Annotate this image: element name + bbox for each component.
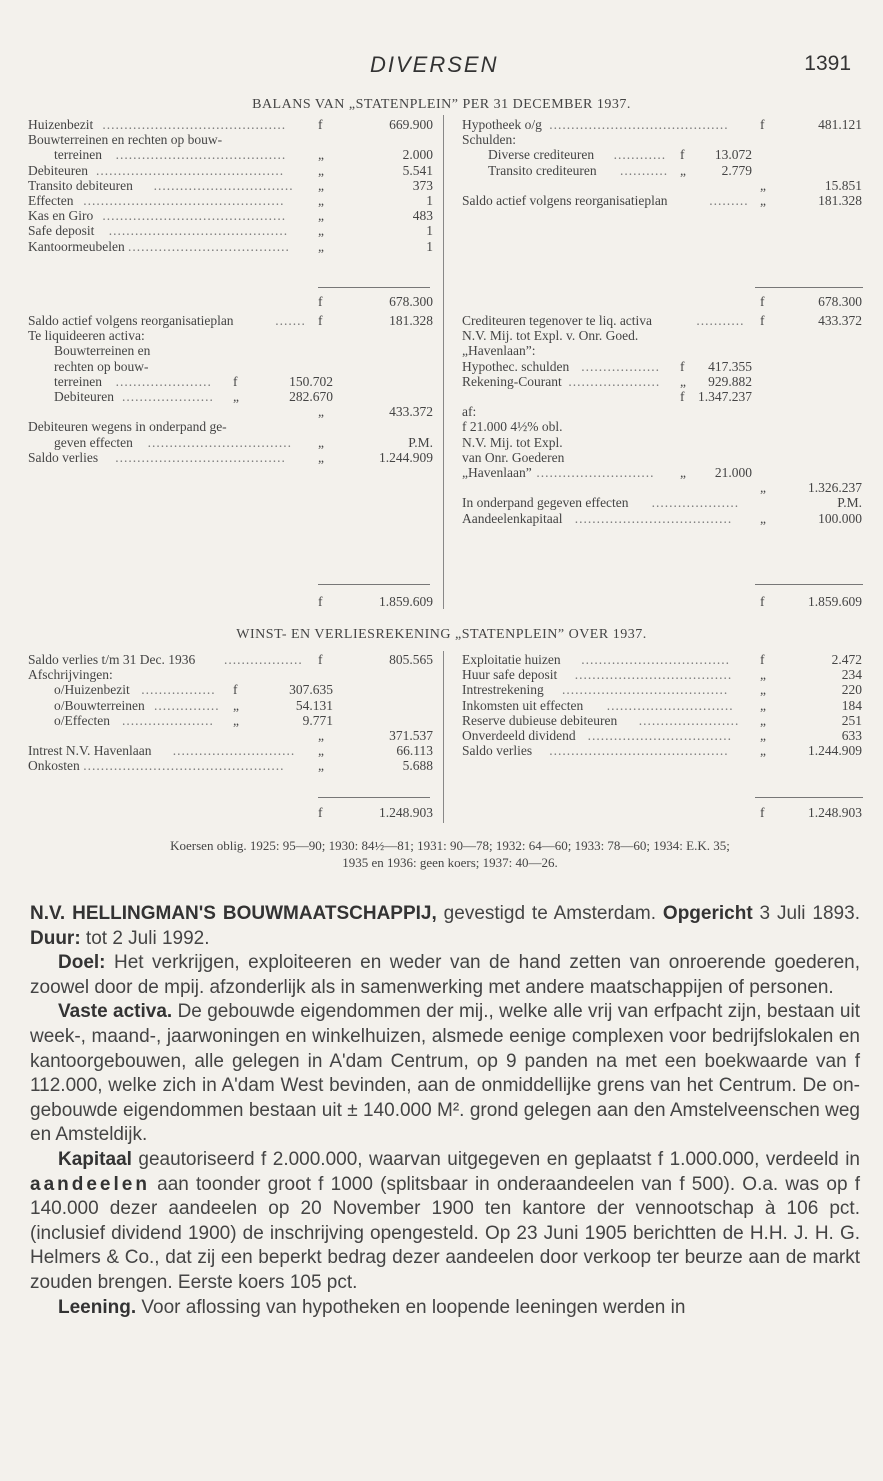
ledger-label: f 21.000 4½% obl. xyxy=(462,419,563,435)
purpose-label: Doel: xyxy=(58,952,106,974)
sum-rule xyxy=(755,584,863,585)
leader-dots: ......................................... xyxy=(549,117,729,132)
leader-dots: .................................... xyxy=(574,510,733,526)
ledger-label: Bouwterreinen en rechten op bouw- xyxy=(28,132,223,148)
ledger-label: Crediteuren tegenover te liq. activa xyxy=(462,313,653,328)
leader-dots: ..................... xyxy=(568,373,661,389)
ledger-row xyxy=(28,328,433,344)
leader-dots: .............................................. xyxy=(83,193,285,208)
sum-rule xyxy=(755,287,863,288)
ledger-row xyxy=(462,594,862,610)
ledger-row xyxy=(462,389,862,405)
ledger-label: Te liquideeren activa: xyxy=(28,328,145,344)
ledger-row xyxy=(462,667,862,683)
leader-dots: ...................... xyxy=(115,373,212,389)
ledger-label: Rekening-Courant xyxy=(462,373,562,389)
ledger-row xyxy=(28,117,433,133)
ledger-label: Effecten xyxy=(28,193,74,208)
amount: 1.248.903 xyxy=(808,805,862,820)
currency-sign: f xyxy=(318,313,323,328)
fixed-assets-text: De gebouwde eigendommen der mij., welke alle vrij van erfpacht zijn, bestaan uit week-, maand-, jaarwoningen en winkelhuizen, alsmede eenige complexen voor bedrijfslokalen en kantoorgebouwen, alle gelegen in A'dam Centrum, op 9 panden na met een boekwaarde van f 112.000, welke zich in A'dam West bevinden, aan de onmiddellijke grens van het Centrum. De ongebouwde eigendommen bestaan uit ± 140.000 M². grond gelegen aan den Amstelveenschen weg en Amsteldijk. xyxy=(30,1001,860,1146)
ledger-row xyxy=(28,728,433,744)
company-seat: gevestigd te Amsterdam. xyxy=(436,903,663,924)
currency-sign: „ xyxy=(318,147,324,163)
amount: 251 xyxy=(841,712,862,728)
currency-sign: „ xyxy=(318,177,324,193)
duration-label: Duur: xyxy=(30,927,81,949)
ledger-row xyxy=(462,682,862,698)
currency-sign: „ xyxy=(318,238,324,254)
ledger-label: Transito debiteuren xyxy=(28,177,133,193)
amount: P.M. xyxy=(408,434,433,450)
currency-sign: „ xyxy=(760,480,766,496)
sub-amount: 13.072 xyxy=(714,147,752,163)
ledger-label: Diverse crediteuren xyxy=(488,147,595,163)
leader-dots: ............................. xyxy=(606,697,734,713)
currency-sign: f xyxy=(760,294,765,309)
sum-rule xyxy=(318,797,430,798)
currency-sign: „ xyxy=(760,177,766,193)
ledger-row xyxy=(28,147,433,163)
currency-sign: „ xyxy=(760,510,766,526)
sum-rule xyxy=(318,584,430,585)
ledger-row xyxy=(28,758,433,774)
sub-amount: 929.882 xyxy=(708,373,752,389)
sub-amount: 1.347.237 xyxy=(698,389,752,404)
leader-dots: ..................... xyxy=(122,712,214,728)
amount: 1.248.903 xyxy=(379,805,433,820)
duration-value: tot 2 Juli 1992. xyxy=(80,927,210,949)
currency-sign: f xyxy=(233,373,238,389)
amount: 181.328 xyxy=(818,193,862,208)
ledger-row xyxy=(28,193,433,209)
ledger-label: o/Bouwterreinen xyxy=(54,697,145,713)
ledger-label: Saldo actief volgens reorganisatieplan xyxy=(28,313,234,328)
currency-sign: „ xyxy=(318,449,324,465)
leader-dots: ......................................... xyxy=(549,743,729,759)
ledger-label: Debiteuren wegens in onderpand ge- xyxy=(28,419,227,435)
ledger-row xyxy=(462,294,862,310)
amount: 669.900 xyxy=(389,117,433,132)
ledger-label: Intrestrekening xyxy=(462,682,544,698)
ledger-row xyxy=(462,805,862,821)
sub-amount: 282.670 xyxy=(289,389,333,404)
ledger-label: Intrest N.V. Havenlaan xyxy=(28,743,152,759)
currency-sign: f xyxy=(233,682,238,698)
capital-text-continued: aan toonder groot f 1000 (splitsbaar in onderaandeelen van f 500). O.a. was op f 140.000 dezer aandeelen op 20 November 1900 ten kantore der vennootschap à 106 pct. (inclusief dividend 1900) de inschrijving opengesteld. Op 23 Juni 1905 berichtten de H.H. J. H. G. Helmers & Co., dat zij een beperkt bedrag dezer aandeelen door verkoop ter beurze aan de markt zouden brengen. Eerste koers 105 pct. xyxy=(30,1173,860,1293)
ledger-label: Bouwterreinen en xyxy=(54,343,151,359)
amount: 805.565 xyxy=(389,652,433,667)
ledger-label: Debiteuren xyxy=(28,162,88,178)
ledger-row xyxy=(28,698,433,714)
amount: 678.300 xyxy=(389,294,433,309)
currency-sign: f xyxy=(760,594,765,609)
ledger-label: Safe deposit xyxy=(28,223,95,239)
ledger-label: Debiteuren xyxy=(54,389,114,404)
amount: 1 xyxy=(426,238,433,254)
ledger-row xyxy=(28,163,433,179)
ledger-label: terreinen xyxy=(54,373,102,389)
leader-dots: ....... xyxy=(275,313,306,328)
ledger-row xyxy=(28,313,433,329)
ledger-row xyxy=(28,743,433,759)
ledger-row xyxy=(462,743,862,759)
amount: 481.121 xyxy=(818,117,862,132)
ledger-row xyxy=(28,713,433,729)
currency-sign: „ xyxy=(318,404,324,420)
ledger-row xyxy=(28,359,433,375)
ledger-label: Exploitatie huizen xyxy=(462,652,561,667)
ledger-label: van Onr. Goederen xyxy=(462,449,565,465)
currency-sign: „ xyxy=(760,743,766,759)
leader-dots: ..................... xyxy=(122,389,214,404)
ledger-row xyxy=(462,728,862,744)
ledger-label: „Havenlaan”: xyxy=(462,343,536,359)
balance-sheet-title: BALANS VAN „STATENPLEIN” PER 31 DECEMBER 1937. xyxy=(252,97,631,112)
amount: 678.300 xyxy=(818,294,862,309)
loan-text: Voor aflossing van hypotheken en loopende leeningen werden in xyxy=(136,1296,686,1318)
ledger-row xyxy=(28,450,433,466)
leader-dots: .............................................. xyxy=(83,758,285,774)
ledger-row xyxy=(462,698,862,714)
ledger-row xyxy=(28,374,433,390)
ledger-row xyxy=(462,511,862,527)
ledger-label: terreinen xyxy=(54,147,102,163)
ledger-row xyxy=(462,465,862,481)
ledger-row xyxy=(462,419,862,435)
sum-rule xyxy=(755,797,863,798)
amount: 220 xyxy=(841,682,862,698)
ledger-label: Onkosten xyxy=(28,758,80,774)
amount: P.M. xyxy=(837,495,862,511)
ledger-row xyxy=(28,805,433,821)
leader-dots: .................... xyxy=(651,495,740,511)
leader-dots: ....................................... xyxy=(115,147,287,163)
leader-dots: .......................................... xyxy=(102,117,287,132)
amount: 5.541 xyxy=(402,162,433,178)
currency-sign: „ xyxy=(318,223,324,239)
currency-sign: „ xyxy=(318,743,324,759)
ledger-row xyxy=(28,178,433,194)
currency-sign: f xyxy=(680,358,685,374)
ledger-row xyxy=(462,163,862,179)
pl-divider xyxy=(443,651,444,823)
leader-dots: ............ xyxy=(613,147,667,163)
currency-sign: „ xyxy=(318,162,324,178)
sub-amount: 150.702 xyxy=(289,373,333,389)
ledger-row xyxy=(462,313,862,329)
amount: 66.113 xyxy=(396,743,433,759)
amount: 483 xyxy=(412,208,433,224)
amount: 1.244.909 xyxy=(379,449,433,465)
capital-text: geautoriseerd f 2.000.000, waarvan uitgegeven en geplaatst f 1.000.000, verdeeld in xyxy=(131,1148,860,1170)
ledger-label: Saldo actief volgens reorganisatieplan xyxy=(462,193,668,208)
amount: 1 xyxy=(426,193,433,208)
currency-sign: f xyxy=(318,652,323,667)
currency-sign: f xyxy=(318,117,323,132)
ledger-label: Afschrijvingen: xyxy=(28,667,113,683)
ledger-label: Onverdeeld dividend xyxy=(462,728,576,743)
currency-sign: „ xyxy=(680,373,686,389)
ledger-label: geven effecten xyxy=(54,434,133,450)
company-heading-paragraph xyxy=(30,902,860,951)
leader-dots: ................................ xyxy=(153,177,294,193)
leader-dots: ............................ xyxy=(172,743,296,759)
ledger-label: Aandeelenkapitaal xyxy=(462,510,563,526)
section-title: DIVERSEN xyxy=(370,52,499,77)
sub-amount: 307.635 xyxy=(289,682,333,698)
currency-sign: f xyxy=(760,652,765,667)
ledger-label: rechten op bouw- xyxy=(54,358,149,374)
ledger-label: Kas en Giro xyxy=(28,208,94,224)
ledger-label: N.V. Mij. tot Expl. v. Onr. Goed. xyxy=(462,328,639,344)
currency-sign: „ xyxy=(318,728,324,743)
leader-dots: ...................................... xyxy=(562,682,729,698)
ledger-row xyxy=(28,682,433,698)
ledger-label: Schulden: xyxy=(462,132,516,148)
founded-date: 3 Juli 1893. xyxy=(752,903,860,924)
currency-sign: f xyxy=(680,389,685,404)
pl-title: WINST- EN VERLIESREKENING „STATENPLEIN” OVER 1937. xyxy=(236,627,647,642)
ledger-row xyxy=(462,374,862,390)
leader-dots: ............... xyxy=(154,697,220,713)
sum-rule xyxy=(318,287,430,288)
leader-dots: ......... xyxy=(709,193,749,208)
amount: 1.326.237 xyxy=(808,480,862,496)
ledger-row xyxy=(28,132,433,148)
amount: 15.851 xyxy=(824,177,862,193)
ledger-label: N.V. Mij. tot Expl. xyxy=(462,434,563,450)
capital-paragraph xyxy=(30,1148,860,1296)
ledger-label: „Havenlaan” xyxy=(462,465,532,480)
purpose-text: Het verkrijgen, exploiteeren en weder van de hand zetten van onroerende goederen, zoowel door de mpij. afzonderlijk als in samenwerking met andere maatschappijen of personen. xyxy=(30,952,860,998)
ledger-row xyxy=(462,132,862,148)
ledger-row xyxy=(462,147,862,163)
sub-amount: 54.131 xyxy=(295,697,333,713)
company-name: N.V. HELLINGMAN'S BOUWMAATSCHAPPIJ, xyxy=(30,903,437,924)
currency-sign: „ xyxy=(760,728,766,743)
ledger-label: af: xyxy=(462,404,477,420)
ledger-row xyxy=(462,343,862,359)
currency-sign: „ xyxy=(760,712,766,728)
currency-sign: „ xyxy=(318,434,324,450)
leader-dots: ........................... xyxy=(536,465,655,480)
ledger-row xyxy=(28,223,433,239)
fixed-assets-label: Vaste activa. xyxy=(58,1001,173,1023)
ledger-label: In onderpand gegeven effecten xyxy=(462,495,629,511)
ledger-row xyxy=(28,667,433,683)
page-number: 1391 xyxy=(804,52,851,75)
ledger-row xyxy=(462,328,862,344)
ledger-label: Inkomsten uit effecten xyxy=(462,697,584,713)
currency-sign: „ xyxy=(233,712,239,728)
ledger-label: o/Huizenbezit xyxy=(54,682,130,698)
sub-amount: 2.779 xyxy=(721,162,752,178)
currency-sign: „ xyxy=(760,697,766,713)
leader-dots: ....................................... xyxy=(115,449,286,465)
ledger-row xyxy=(28,419,433,435)
ledger-row xyxy=(28,239,433,255)
currency-sign: „ xyxy=(680,162,686,178)
amount: 2.472 xyxy=(831,652,862,667)
bond-quotes-line: Koersen oblig. 1925: 95—90; 1930: 84½—81; 1931: 90—78; 1932: 64—60; 1933: 78—60; 1934: E.K. 35; xyxy=(170,838,730,853)
currency-sign: „ xyxy=(680,465,686,480)
leader-dots: ..................................... xyxy=(128,238,290,254)
leader-dots: ......................................... xyxy=(108,223,289,239)
currency-sign: „ xyxy=(318,208,324,224)
shares-word: aandeelen xyxy=(30,1173,150,1195)
ledger-row xyxy=(28,294,433,310)
ledger-row xyxy=(462,480,862,496)
capital-label: Kapitaal xyxy=(58,1148,132,1170)
ledger-row xyxy=(462,178,862,194)
amount: 373 xyxy=(412,177,433,193)
currency-sign: „ xyxy=(760,193,766,208)
currency-sign: f xyxy=(318,294,323,309)
loan-paragraph xyxy=(30,1296,860,1321)
ledger-label: o/Effecten xyxy=(54,712,110,728)
amount: 1.244.909 xyxy=(808,743,862,759)
fixed-assets-paragraph xyxy=(30,1000,860,1148)
ledger-label: Kantoormeubelen xyxy=(28,238,125,254)
amount: 184 xyxy=(841,697,862,713)
ledger-row xyxy=(462,193,862,209)
leader-dots: ........... xyxy=(696,313,745,328)
purpose-paragraph xyxy=(30,951,860,1000)
currency-sign: „ xyxy=(318,193,324,208)
bond-quotes xyxy=(30,837,870,871)
currency-sign: „ xyxy=(760,682,766,698)
ledger-row xyxy=(28,389,433,405)
ledger-row xyxy=(462,359,862,375)
leader-dots: .................................. xyxy=(581,652,730,667)
ledger-row xyxy=(462,652,862,668)
leader-dots: ................................. xyxy=(147,434,292,450)
ledger-label: Saldo verlies xyxy=(462,743,533,759)
ledger-row xyxy=(462,450,862,466)
sub-amount: 417.355 xyxy=(708,358,752,374)
ledger-row xyxy=(462,713,862,729)
leader-dots: .................. xyxy=(581,358,660,374)
amount: 433.372 xyxy=(818,313,862,328)
ledger-row xyxy=(462,495,862,511)
ledger-label: Huur safe deposit xyxy=(462,667,558,683)
leader-dots: .................. xyxy=(224,652,303,667)
founded-label: Opgericht xyxy=(662,903,753,924)
amount: 2.000 xyxy=(402,147,433,163)
currency-sign: f xyxy=(760,313,765,328)
currency-sign: „ xyxy=(318,758,324,774)
leader-dots: ........... xyxy=(620,162,669,178)
leader-dots: ....................... xyxy=(638,712,740,728)
amount: 181.328 xyxy=(389,313,433,328)
loan-label: Leening. xyxy=(58,1296,137,1318)
leader-dots: .................................... xyxy=(574,667,733,683)
ledger-row xyxy=(28,594,433,610)
running-header xyxy=(0,52,883,78)
ledger-row xyxy=(28,404,433,420)
ledger-row xyxy=(28,435,433,451)
leader-dots: ........................................... xyxy=(96,162,285,178)
ledger-label: Huizenbezit xyxy=(28,117,94,132)
currency-sign: f xyxy=(760,805,765,820)
currency-sign: f xyxy=(680,147,685,163)
amount: 234 xyxy=(841,667,862,683)
leader-dots: ................................. xyxy=(587,728,732,743)
ledger-label: Hypotheek o/g xyxy=(462,117,542,132)
amount: 100.000 xyxy=(818,510,862,526)
amount: 433.372 xyxy=(389,404,433,420)
ledger-label: Reserve dubieuse debiteuren xyxy=(462,712,618,728)
company-description xyxy=(30,902,860,1320)
currency-sign: „ xyxy=(233,697,239,713)
leader-dots: ................. xyxy=(141,682,216,698)
currency-sign: f xyxy=(760,117,765,132)
ledger-row xyxy=(462,435,862,451)
ledger-label: Transito crediteuren xyxy=(488,162,597,178)
amount: 1.859.609 xyxy=(808,594,862,609)
ledger-row xyxy=(28,343,433,359)
currency-sign: f xyxy=(318,805,323,820)
balance-divider xyxy=(443,115,444,609)
ledger-label: Saldo verlies t/m 31 Dec. 1936 xyxy=(28,652,196,667)
leader-dots: .......................................... xyxy=(102,208,287,224)
currency-sign: „ xyxy=(760,667,766,683)
amount: 633 xyxy=(841,728,862,743)
amount: 371.537 xyxy=(389,728,433,743)
sub-amount: 9.771 xyxy=(302,712,333,728)
bond-quotes-line: 1935 en 1936: geen koers; 1937: 40—26. xyxy=(342,855,558,870)
currency-sign: „ xyxy=(233,389,239,404)
amount: 1 xyxy=(426,223,433,239)
ledger-row xyxy=(28,208,433,224)
amount: 5.688 xyxy=(402,758,433,774)
ledger-row xyxy=(28,652,433,668)
ledger-label: Saldo verlies xyxy=(28,449,99,465)
ledger-row xyxy=(462,117,862,133)
ledger-row xyxy=(462,404,862,420)
ledger-label: Hypothec. schulden xyxy=(462,358,570,374)
amount: 1.859.609 xyxy=(379,594,433,609)
sub-amount: 21.000 xyxy=(714,465,752,480)
currency-sign: f xyxy=(318,594,323,609)
